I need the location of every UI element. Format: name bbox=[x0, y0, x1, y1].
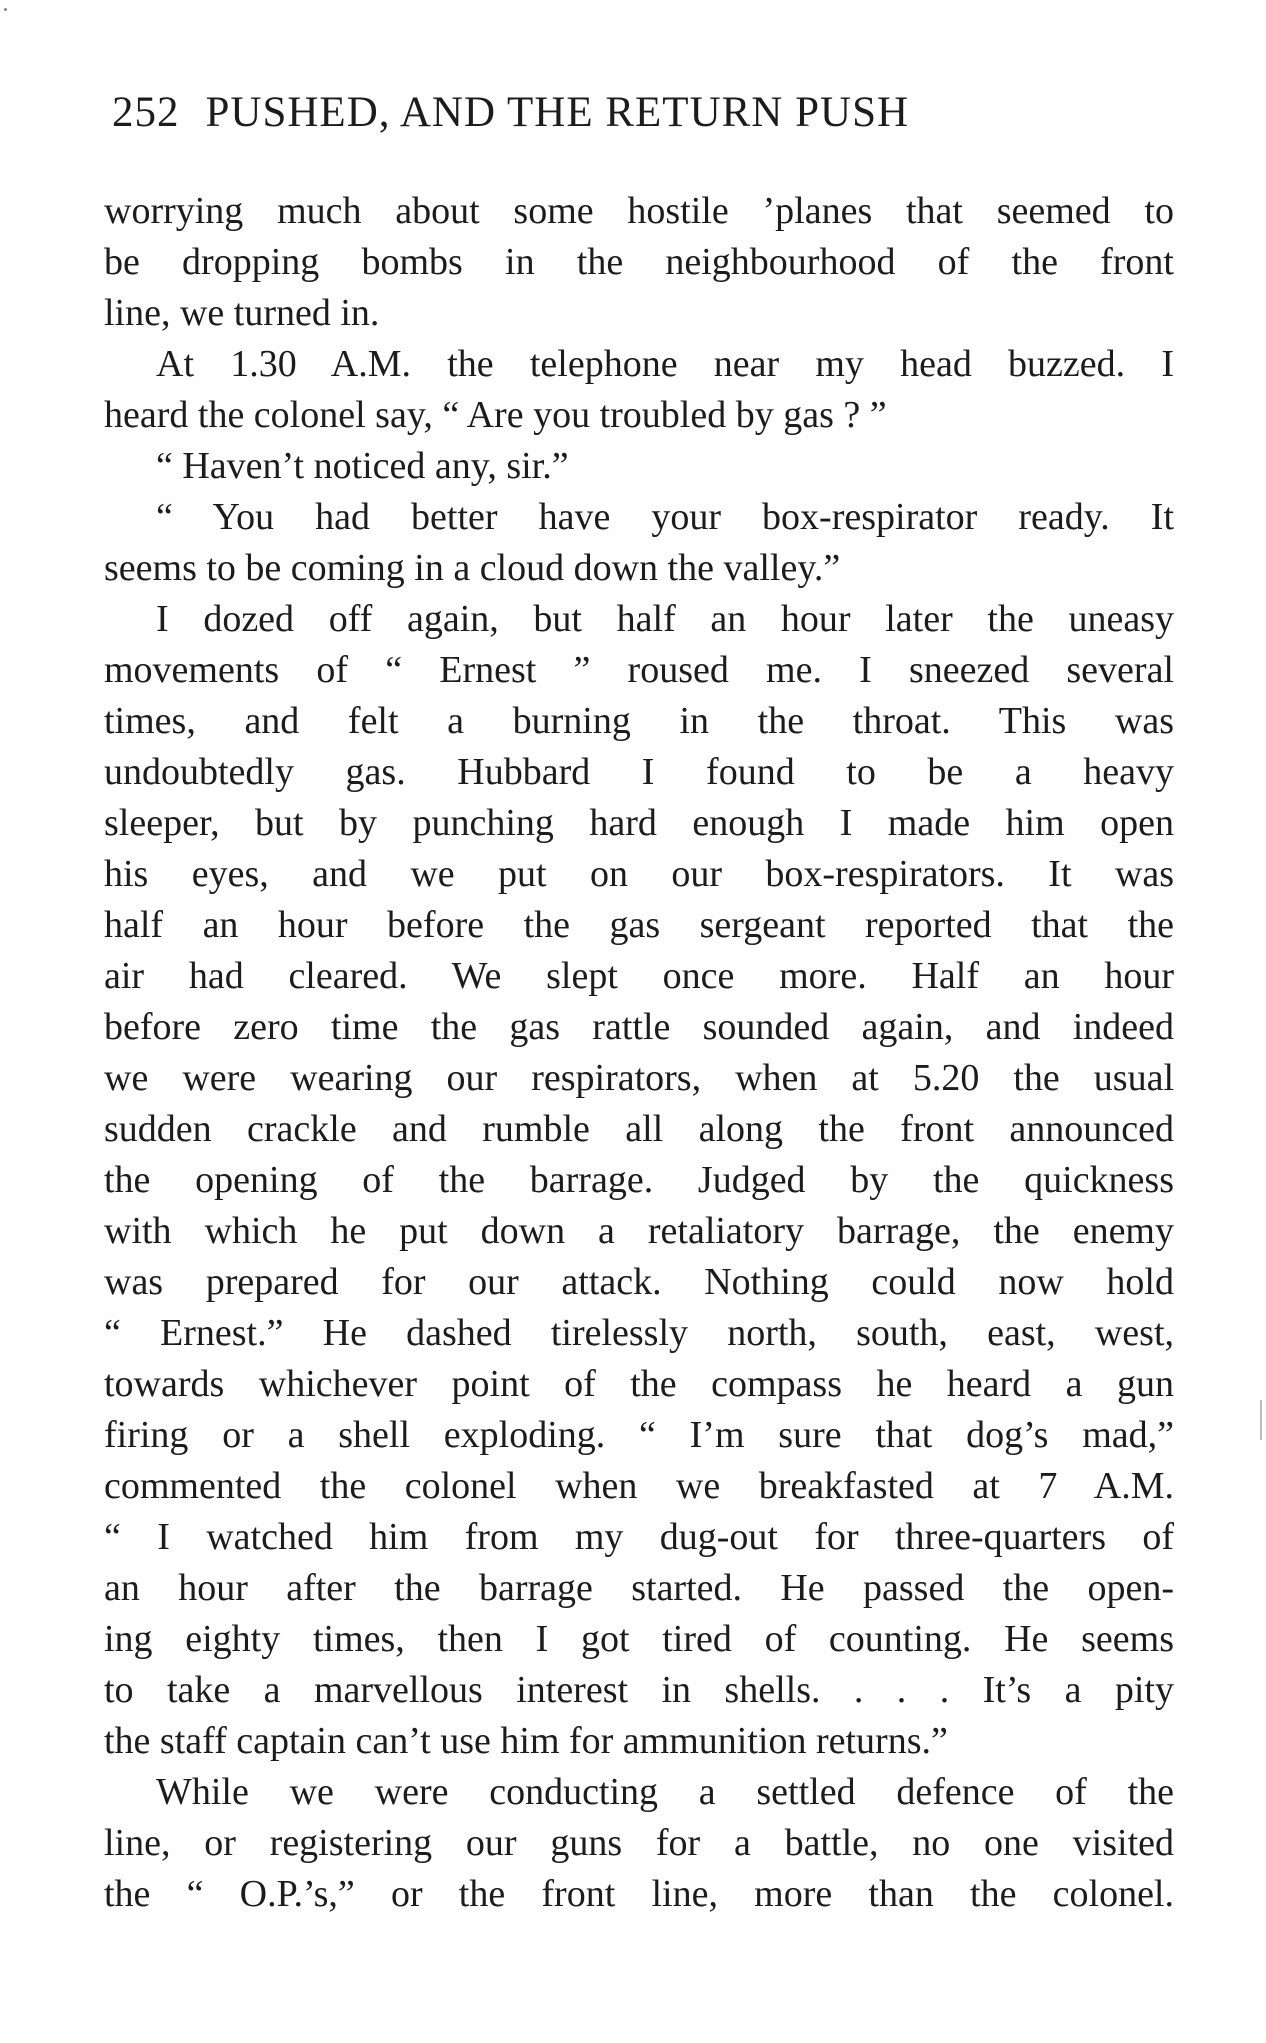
text-line: worrying much about some hostile ’planes that seemed to bbox=[104, 190, 1174, 232]
text-line: line, we turned in. bbox=[104, 292, 380, 334]
text-line: be dropping bombs in the neighbourhood of the front bbox=[104, 241, 1174, 283]
body-text bbox=[104, 186, 1174, 1920]
text-line: the opening of the barrage. Judged by the quickness bbox=[104, 1159, 1174, 1201]
text-line: an hour after the barrage started. He passed the open- bbox=[104, 1567, 1174, 1609]
text-line: before zero time the gas rattle sounded again, and indeed bbox=[104, 1006, 1174, 1048]
text-line: “ I watched him from my dug-out for three-quarters of bbox=[104, 1516, 1174, 1558]
text-line: seems to be coming in a cloud down the valley.” bbox=[104, 547, 841, 589]
text-line: with which he put down a retaliatory barrage, the enemy bbox=[104, 1210, 1174, 1252]
text-line: the staff captain can’t use him for ammunition returns.” bbox=[104, 1720, 948, 1762]
text-line: movements of “ Ernest ” roused me. I sneezed several bbox=[104, 649, 1174, 691]
scan-speck bbox=[4, 8, 7, 11]
text-line: his eyes, and we put on our box-respirators. It was bbox=[104, 853, 1174, 895]
text-line: “ Haven’t noticed any, sir.” bbox=[156, 445, 569, 487]
page-number: 252 bbox=[112, 89, 180, 136]
text-line: At 1.30 A.M. the telephone near my head buzzed. I bbox=[156, 343, 1174, 385]
text-line: sleeper, but by punching hard enough I made him open bbox=[104, 802, 1174, 844]
running-title: PUSHED, AND THE RETURN PUSH bbox=[205, 89, 910, 136]
text-line: firing or a shell exploding. “ I’m sure that dog’s mad,” bbox=[104, 1414, 1174, 1456]
text-line: towards whichever point of the compass he heard a gun bbox=[104, 1363, 1174, 1405]
text-line: undoubtedly gas. Hubbard I found to be a heavy bbox=[104, 751, 1174, 793]
text-line: heard the colonel say, “ Are you troubled by gas ? ” bbox=[104, 394, 887, 436]
text-line: air had cleared. We slept once more. Half an hour bbox=[104, 955, 1174, 997]
text-line: While we were conducting a settled defence of the bbox=[156, 1771, 1174, 1813]
text-line: “ Ernest.” He dashed tirelessly north, south, east, west, bbox=[104, 1312, 1174, 1354]
text-line: commented the colonel when we breakfasted at 7 A.M. bbox=[104, 1465, 1174, 1507]
text-line: to take a marvellous interest in shells. . . . It’s a pity bbox=[104, 1669, 1174, 1711]
text-line: sudden crackle and rumble all along the front announced bbox=[104, 1108, 1174, 1150]
text-line: line, or registering our guns for a battle, no one visited bbox=[104, 1822, 1174, 1864]
scan-edge-mark bbox=[1260, 1400, 1262, 1440]
text-line: “ You had better have your box-respirator ready. It bbox=[156, 496, 1174, 538]
text-line: half an hour before the gas sergeant reported that the bbox=[104, 904, 1174, 946]
running-header bbox=[112, 88, 1172, 137]
text-line: I dozed off again, but half an hour later the uneasy bbox=[156, 598, 1174, 640]
text-line: ing eighty times, then I got tired of counting. He seems bbox=[104, 1618, 1174, 1660]
text-line: times, and felt a burning in the throat. This was bbox=[104, 700, 1174, 742]
text-line: the “ O.P.’s,” or the front line, more than the colonel. bbox=[104, 1873, 1174, 1915]
text-line: we were wearing our respirators, when at 5.20 the usual bbox=[104, 1057, 1174, 1099]
text-line: was prepared for our attack. Nothing could now hold bbox=[104, 1261, 1174, 1303]
